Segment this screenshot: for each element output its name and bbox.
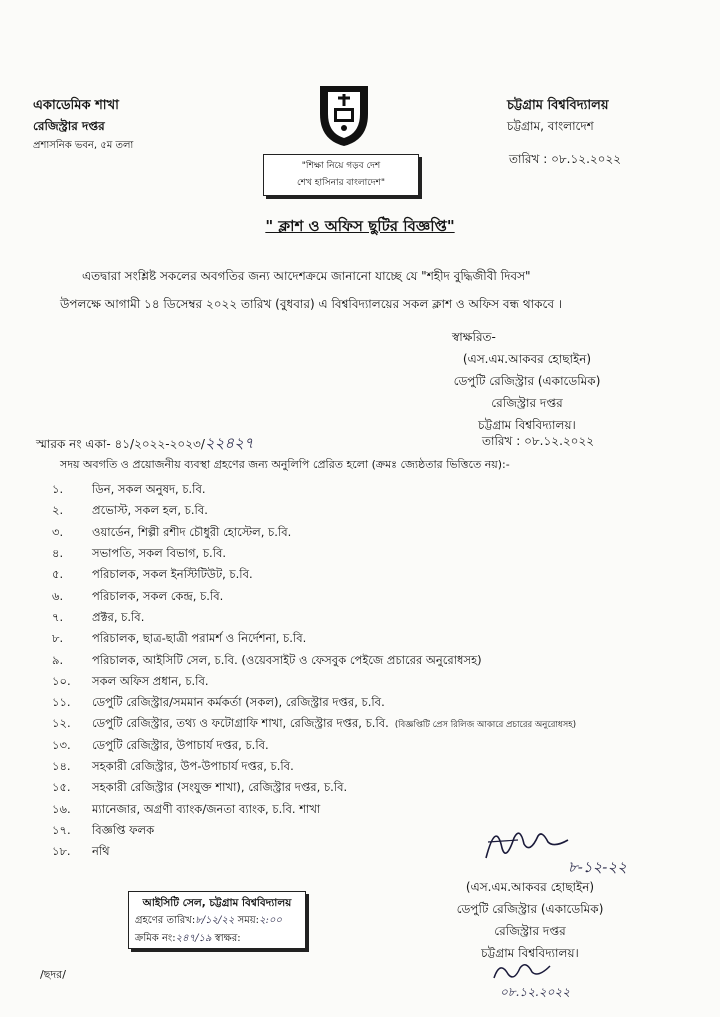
list-item-text: সভাপতি, সকল বিভাগ, চ.বি. [92, 546, 227, 561]
handwritten-date: ৮-১২-২২ [568, 858, 627, 876]
list-item-number: ১৬. [52, 801, 71, 816]
list-item-number: ৪. [52, 546, 64, 561]
memo-date: তারিখ : ০৮.১২.২০২২ [482, 434, 595, 448]
ict-cell-stamp [128, 891, 306, 949]
list-item [52, 757, 692, 778]
list-item [52, 608, 692, 629]
signer-office: রেজিস্ট্রার দপ্তর [491, 396, 563, 410]
building-name: প্রশাসনিক ভবন, ৫ম তলা [33, 140, 134, 151]
list-item-number: ৭. [52, 609, 64, 624]
memo-number-handwritten: ২২৪২৭ [204, 434, 254, 452]
list-item [52, 714, 692, 735]
list-item-number: ১৫. [52, 780, 71, 795]
initials-mark: /ছদর/ [40, 968, 66, 981]
list-item-number: ৯. [52, 652, 64, 667]
receiver-date: ০৮.১২.২০২২ [500, 985, 571, 999]
motto-line-1: "শিক্ষা নিয়ে গড়ব দেশ [301, 161, 381, 171]
list-item [52, 778, 692, 799]
list-item [52, 523, 692, 544]
list-item-text: সকল অফিস প্রধান, চ.বি. [92, 673, 209, 688]
footer-signer-name: (এস.এম.আকবর হোছাইন) [465, 880, 595, 894]
office-header [33, 96, 133, 156]
list-item-text: ডিন, সকল অনুষদ, চ.বি. [92, 482, 206, 497]
list-item-text: ডেপুটি রেজিস্ট্রার/সমমান কর্মকর্তা (সকল), রেজিস্ট্রার দপ্তর, চ.বি. [92, 695, 385, 710]
list-item-text: সহকারী রেজিস্ট্রার, উপ-উপাচার্য দপ্তর, চ.বি. [92, 759, 294, 773]
list-item-number: ১৭. [52, 822, 71, 837]
motto-box [263, 154, 419, 196]
signer-university: চট্টগ্রাম বিশ্ববিদ্যালয়। [478, 418, 576, 432]
list-item [52, 672, 692, 693]
list-item-text: ডেপুটি রেজিস্ট্রার, তথ্য ও ফটোগ্রাফি শাখা, রেজিস্ট্রার দপ্তর, চ.বি. [92, 716, 389, 731]
memo-intro: সদয় অবগতি ও প্রয়োজনীয় ব্যবস্থা গ্রহণের জন্য অনুলিপি প্রেরিত হলো (ক্রমঃ জ্যেষ্ঠতার ভিত্তিতে নয়):- [60, 458, 510, 471]
stamp-received-value: ৮/১২/২২ [195, 915, 235, 926]
memo-number [36, 432, 254, 457]
list-item-note: (বিজ্ঞপ্তিটি প্রেস রিলিজ আকারে প্রচারের অনুরোধসহ) [394, 719, 577, 730]
list-item-text: নথি [92, 844, 110, 859]
list-item [52, 736, 692, 757]
list-item-text: ম্যানেজার, অগ্রণী ব্যাংক/জনতা ব্যাংক, চ.বি. শাখা [92, 801, 321, 816]
header-date: তারিখ : ০৮.১২.২০২২ [509, 152, 622, 166]
stamp-time-value: ২:০০ [259, 915, 282, 926]
university-name: চট্টগ্রাম বিশ্ববিদ্যালয় [507, 98, 609, 113]
university-logo [316, 80, 372, 148]
list-item-text: পরিচালক, সকল ইনস্টিটিউট, চ.বি. [92, 567, 253, 582]
notice-body [60, 262, 680, 318]
list-item [52, 544, 692, 565]
list-item [52, 629, 692, 650]
list-item-text: প্রক্টর, চ.বি. [92, 609, 145, 624]
list-item [52, 480, 692, 501]
list-item-text: প্রভোস্ট, সকল হল, চ.বি. [92, 503, 208, 518]
stamp-time-label: সময়: [237, 915, 260, 926]
list-item-number: ১২. [52, 716, 71, 731]
footer-signature-block [430, 876, 630, 964]
list-item-number: ১৪. [52, 759, 71, 773]
list-item-text: পরিচালক, আইসিটি সেল, চ.বি. (ওয়েবসাইট ও ফেসবুক পেইজে প্রচারের অনুরোধসহ) [92, 652, 482, 667]
footer-signer-university: চট্টগ্রাম বিশ্ববিদ্যালয়। [481, 946, 579, 960]
university-header [507, 96, 609, 136]
stamp-sign-label: স্বাক্ষর: [214, 933, 241, 944]
body-line-1: এতদ্বারা সংশ্লিষ্ট সকলের অবগতির জন্য আদেশক্রমে জানানো যাচ্ছে যে "শহীদ বুদ্ধিজীবী দিবস" [82, 269, 531, 283]
office-name: রেজিস্ট্রার দপ্তর [33, 119, 105, 133]
list-item-number: ৬. [52, 588, 64, 603]
list-item [52, 650, 692, 671]
list-item [52, 693, 692, 714]
list-item-text: বিজ্ঞপ্তি ফলক [92, 822, 155, 837]
list-item-text: পরিচালক, ছাত্র-ছাত্রী পরামর্শ ও নির্দেশনা, চ.বি. [92, 631, 307, 646]
list-item-number: ১. [52, 482, 64, 497]
signature-block [402, 326, 652, 436]
stamp-title: আইসিটি সেল, চট্টগ্রাম বিশ্ববিদ্যালয় [142, 897, 292, 909]
stamp-received-label: গ্রহণের তারিখ: [135, 915, 196, 926]
list-item [52, 565, 692, 586]
footer-signer-title: ডেপুটি রেজিস্ট্রার (একাডেমিক) [456, 902, 604, 916]
stamp-serial-value: ২৪৭/১৯ [175, 933, 212, 944]
notice-title [0, 215, 720, 240]
stamp-serial-row [135, 930, 299, 948]
list-item [52, 501, 692, 522]
list-item-number: ৮. [52, 631, 64, 646]
list-item [52, 586, 692, 607]
list-item-number: ১৮. [52, 844, 71, 859]
footer-signer-office: রেজিস্ট্রার দপ্তর [494, 924, 566, 938]
list-item-number: ১০. [52, 673, 71, 688]
body-line-2: উপলক্ষে আগামী ১৪ ডিসেম্বর ২০২২ তারিখ (বুধবার) এ বিশ্ববিদ্যালয়ের সকল ক্লাশ ও অফিস বন্ধ থাকবে । [60, 297, 563, 311]
list-item-number: ১১. [52, 695, 71, 710]
signer-title: ডেপুটি রেজিস্ট্রার (একাডেমিক) [453, 374, 601, 388]
list-item-text: ওয়ার্ডেন, শিল্পী রশীদ চৌধুরী হোস্টেল, চ.বি. [92, 524, 292, 539]
university-location: চট্টগ্রাম, বাংলাদেশ [507, 119, 594, 133]
memo-number-text: স্মারক নং একা- ৪১/২০২২-২০২৩/ [36, 437, 205, 451]
list-item-number: ৩. [52, 524, 64, 539]
list-item-number: ২. [52, 503, 64, 518]
list-item-text: সহকারী রেজিস্ট্রার (সংযুক্ত শাখা), রেজিস্ট্রার দপ্তর, চ.বি. [92, 780, 348, 795]
signed-label: স্বাক্ষরিত- [452, 330, 496, 344]
stamp-serial-label: ক্রমিক নং: [135, 933, 176, 944]
list-item-number: ৫. [52, 567, 64, 582]
notice-title-text: " ক্লাশ ও অফিস ছুটির বিজ্ঞপ্তি" [265, 217, 455, 235]
list-item-text: পরিচালক, সকল কেন্দ্র, চ.বি. [92, 588, 224, 603]
recipient-list [52, 480, 692, 863]
signer-name: (এস.এম.আকবর হোছাইন) [462, 352, 592, 366]
department-name: একাডেমিক শাখা [33, 98, 119, 113]
motto-line-2: শেখ হাসিনার বাংলাদেশ" [296, 178, 386, 188]
stamp-received-row [135, 912, 299, 930]
list-item-text: ডেপুটি রেজিস্ট্রার, উপাচার্য দপ্তর, চ.বি. [92, 737, 269, 752]
list-item-number: ১৩. [52, 737, 71, 752]
